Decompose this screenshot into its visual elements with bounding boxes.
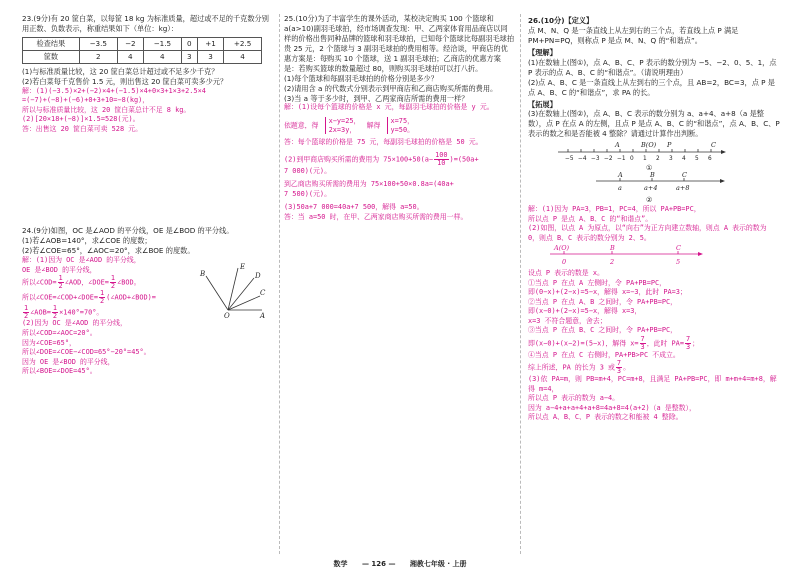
q24-angle-figure xyxy=(194,262,266,318)
table-cell: 4 xyxy=(224,50,262,63)
footer-subject: 数学 xyxy=(333,560,348,568)
fraction xyxy=(640,336,646,351)
tick-label: 0 xyxy=(630,156,634,163)
fig-label-C: C xyxy=(260,289,266,298)
q26-answer-line: (2)如图，以点 A 为原点，以“向右”为正方向建立数轴，则点 A 表示的数为 0，则点 B、C 表示的数分别为 2、5。 xyxy=(528,224,767,242)
fig-label-D: D xyxy=(255,272,261,281)
q23-answer-line: 解：(1)(−3.5)×2+(−2)×4+(−1.5)×4+0×3+1×3+2.5×4 xyxy=(22,86,206,95)
q26-part3: (3)在数轴上(图②)，点 A、B、C 表示的数分别为 a、a+4、a+8（a 是整数），点 P 在点 A 的左侧，且点 P 是点 A、B、C 的“和谐点”，点 A、B、C、P 表示的数之和是否能被 4 整除？请通过计算作出判断。 xyxy=(528,109,780,139)
tick-label: 4 xyxy=(682,156,686,163)
text-fragment: ∠AOB= xyxy=(30,308,51,317)
denominator: 10 xyxy=(437,158,446,167)
table-cell: +2.5 xyxy=(224,37,262,50)
equation: y=50。 xyxy=(390,125,414,134)
q26-answer-line xyxy=(528,336,780,351)
numerator: 7 xyxy=(616,359,622,368)
q24-answer-line: 解：(1)因为 OC 是∠AOD 的平分线， xyxy=(22,256,141,265)
q25-answer-line: 答：每个篮球的价格是 75 元，每副羽毛球拍的价格是 50 元。 xyxy=(284,138,483,147)
fraction xyxy=(616,360,622,375)
q26-number-line-figure-1 xyxy=(528,139,780,171)
fraction-half: $\frac{1}{2}$ xyxy=(58,274,63,290)
table-cell: 0 xyxy=(181,37,197,50)
q24-part1: (1)若∠AOB=140°，求∠COE 的度数； xyxy=(22,236,152,246)
column-middle xyxy=(284,14,514,222)
text-fragment: =(50a+ xyxy=(453,155,479,164)
q23-answer-line: =(−7)+(−8)+(−6)+0+3+10=−8(kg)， xyxy=(22,96,150,105)
value-label: 0 xyxy=(562,258,567,267)
q26-answer-line: ④当点 P 在点 C 右侧时，PA+PB>PC 不成立。 xyxy=(528,350,680,359)
equation: x=75， xyxy=(390,116,414,125)
fraction-half: $\frac{1}{2}$ xyxy=(100,288,105,305)
text-fragment: (2)到甲商店购买所需的费用为 75×100+50 xyxy=(284,155,421,164)
q24-answer-line: 因为 OE 是∠BOD 的平分线， xyxy=(22,357,115,366)
fig-label-A: A xyxy=(260,312,266,319)
q25-answer-line: (3)50a+7 000=40a+7 500，解得 a=50。 xyxy=(284,203,424,212)
q26-answer-line: 即(0−x)+(2−x)=5−x，解得 x=−3，此时 PA=3； xyxy=(528,288,687,297)
text-fragment: 解得 xyxy=(366,121,381,130)
text-fragment: 。 xyxy=(623,363,630,372)
point-label-C: C xyxy=(711,141,716,150)
axis-arrow xyxy=(698,252,703,256)
q26-answer-line: ①当点 P 在点 A 左侧时，令 PA+PB=PC， xyxy=(528,278,667,287)
text-fragment: ×140°=70°。 xyxy=(59,308,104,317)
table-cell: 筐数 xyxy=(23,50,80,63)
fig-label-O: O xyxy=(224,312,230,319)
q24-answer-line: OE 是∠BOD 的平分线， xyxy=(22,265,97,274)
q24-answer-line xyxy=(22,275,192,290)
column-divider-2 xyxy=(520,14,521,554)
table-cell: 3 xyxy=(181,50,197,63)
value-label: 2 xyxy=(610,258,615,267)
point-label-A: A xyxy=(618,171,623,180)
q24-part2: (2)若∠COE=65°，∠AOC=20°，求∠BOE 的度数。 xyxy=(22,246,195,256)
tick-label: 1 xyxy=(643,156,647,163)
question-25 xyxy=(284,14,514,222)
solution-system xyxy=(387,117,415,134)
tick-label: 6 xyxy=(708,156,712,163)
q26-answer-line: 所以点 P 表示的数为 a−4。 xyxy=(528,394,620,403)
fraction-half: $\frac{1}{2}$ xyxy=(110,274,116,290)
question-24 xyxy=(22,226,274,376)
q23-table-row xyxy=(23,50,262,63)
text-fragment: 所以∠COE=∠COD+∠DOE= xyxy=(22,293,99,302)
q25-stem: 25.(10分)为了丰富学生的课外活动，某校决定购买 100 个篮球和 a(a>10)副羽毛球拍，经市场调查发现：甲、乙两家体育用品商店以同样的价格出售同种品牌的篮球和羽毛球拍，已知每个篮球比每副羽毛球拍贵 25 元，2 个篮球与 3 副羽毛球拍的费用相等。经洽谈，甲商店的优惠方案是：每购买 10 个篮球，送 1 副羽毛球拍；乙商店的优惠方案是：若购买篮球的数量超过 80，则购买羽毛球拍可以打八折。 xyxy=(284,14,515,73)
q23-part2: (2)若白菜每千克售价 1.5 元，则出售这 20 筐白菜可卖多少元？ xyxy=(22,76,228,86)
q23-answer-line: 所以与标准质量比较，这 20 筐白菜总计不足 8 kg。 xyxy=(22,105,191,114)
q24-answer-line: 所以∠DOE=∠COE−∠COD=65°−20°=45°。 xyxy=(22,348,151,357)
q25-answer-line: 答：当 a=50 时，在甲、乙两家商店购买所需的费用一样。 xyxy=(284,212,468,221)
text-fragment: 即(x−0)+(x−2)=(5−x)，解得 x= xyxy=(528,339,639,348)
q25-answer-line: 7 500)(元)。 xyxy=(284,189,331,198)
denominator: 3 xyxy=(640,342,645,351)
figure-mark-1: ① xyxy=(646,164,653,172)
fraction-half: $\frac{1}{2}$ xyxy=(52,303,58,320)
numerator: 7 xyxy=(685,334,691,343)
q24-stem: 24.(9分)如图，OC 是∠AOD 的平分线，OE 是∠BOD 的平分线。 xyxy=(22,226,234,236)
q26-answer-line xyxy=(528,360,780,375)
q23-answer-line: (2)[20×18+(−8)]×1.5=528(元)。 xyxy=(22,115,140,124)
q23-table xyxy=(22,37,262,64)
q26-stem: 26.(10分)【定义】 xyxy=(528,16,594,25)
text-fragment: 综上所述，PA 的长为 3 或 xyxy=(528,363,615,372)
value-label: a+4 xyxy=(644,184,658,193)
q25-answer-line: 7 000)(元)。 xyxy=(284,166,331,175)
q23-part1: (1)与标准质量比较，这 20 筐白菜总计超过或不足多少千克？ xyxy=(22,66,219,76)
q26-answer-line: 因为 a−4+a+a+4+a+8=4a+8=4(a+2)（a 是整数）， xyxy=(528,403,696,412)
footer-edition: 湘教七年级 · 上册 xyxy=(409,560,467,568)
tick-label: −3 xyxy=(591,156,600,163)
point-label-B: B xyxy=(610,244,615,253)
q26-part2: (2)点 A、B、C 是一条直线上从左到右的三个点，且 AB=2，BC=3，点 P 是点 A、B、C 的“和谐点”，求 PA 的长。 xyxy=(528,77,775,97)
tick-label: −5 xyxy=(565,156,574,163)
equation: 2x=3y， xyxy=(328,125,357,134)
ray-OB xyxy=(206,276,228,310)
value-label: a xyxy=(618,184,622,193)
page-footer xyxy=(0,560,800,570)
fraction xyxy=(434,152,448,167)
q24-answer-line: 所以∠COD=∠AOC=20°。 xyxy=(22,329,97,337)
table-cell: +1 xyxy=(197,37,223,50)
q26-answer-line: 所以点 P 是点 A、B、C 的“和谐点”。 xyxy=(528,214,653,223)
q26-answer-line: x=3 不符合题意，舍去； xyxy=(528,316,607,325)
q26-part1: (1)在数轴上(图①)，点 A、B、C、P 表示的数分别为 −5、−2、0、5、1，点 P 表示的点 A、B、C 的“和谐点”。（请说明理由） xyxy=(528,57,777,77)
point-label-B: B(O) xyxy=(641,141,657,150)
text-fragment: ； xyxy=(692,339,700,348)
q24-answer-line: 所以∠BOE=∠DOE=45°。 xyxy=(22,367,97,376)
tick-label: −1 xyxy=(617,156,626,163)
q25-answer-line xyxy=(284,117,514,134)
column-right xyxy=(528,14,780,423)
q24-answer-line: (2)因为 OC 是∠AOD 的平分线， xyxy=(22,319,127,328)
denominator: 3 xyxy=(685,342,691,351)
table-cell: −1.5 xyxy=(143,37,181,50)
fig-label-E: E xyxy=(240,263,246,272)
point-label-A: A xyxy=(615,141,620,150)
q26-number-line-figure-2 xyxy=(528,171,780,205)
numerator: 100 xyxy=(435,150,448,159)
text-fragment: ∠AOD，∠DOE= xyxy=(64,278,109,287)
text-fragment: (∠AOD+∠BOD)= xyxy=(106,293,156,302)
q26-number-line-figure-3 xyxy=(528,243,780,269)
q26-answer-line: 所以点 A、B、C、P 表示的数之和能被 4 整除。 xyxy=(528,413,683,422)
q26-section-extend: 【拓展】 xyxy=(528,99,557,109)
text-fragment: a− xyxy=(424,155,434,164)
table-cell: −3.5 xyxy=(79,37,117,50)
axis-arrow xyxy=(720,179,725,183)
q24-answer-line: 因为∠COE=65°， xyxy=(22,338,76,347)
question-26 xyxy=(528,16,780,423)
axis-arrow xyxy=(721,150,726,154)
q26-answer-line: 即(x−0)+(2−x)=5−x，解得 x=3， xyxy=(528,307,642,316)
point-label-C: C xyxy=(676,244,681,253)
q26-answer-line: 设点 P 表示的数是 x。 xyxy=(528,269,604,278)
q25-answer-line: 到乙商店购买所需的费用为 75×100+50×0.8a=(40a+ xyxy=(284,180,454,189)
tick-label: −4 xyxy=(578,156,587,163)
point-label-A: A(O) xyxy=(554,244,570,253)
table-cell: −2 xyxy=(117,37,143,50)
q26-section-understand: 【理解】 xyxy=(528,47,557,57)
value-label: a+8 xyxy=(676,184,690,193)
denominator: 3 xyxy=(616,367,622,376)
table-cell: 4 xyxy=(143,50,181,63)
q25-part2: (2)请用含 a 的代数式分别表示到甲商店和乙商店购买所需的费用。 xyxy=(284,83,498,93)
q25-answer-line: 解：(1)设每个篮球的价格是 x 元，每副羽毛球拍的价格是 y 元。 xyxy=(284,103,494,112)
fraction-half: $\frac{1}{2}$ xyxy=(24,303,29,320)
column-divider-1 xyxy=(279,14,280,554)
q23-answer-line: 答：出售这 20 筐白菜可卖 528 元。 xyxy=(22,124,143,133)
tick-label: 5 xyxy=(695,156,699,163)
equation-system xyxy=(325,117,361,134)
fig-label-B: B xyxy=(200,270,206,279)
text-fragment: 依题意，得 xyxy=(284,121,319,130)
table-cell: 3 xyxy=(197,50,223,63)
number-line-ticks xyxy=(558,149,726,162)
ray-OC xyxy=(228,296,260,310)
equation: x−y=25， xyxy=(328,116,361,125)
tick-label: 3 xyxy=(669,156,673,163)
q26-definition: 点 M、N、Q 是一条直线上从左到右的三个点，若直线上点 P 满足 PM+PN=PQ，则称点 P 是点 M、N、Q 的“和谐点”。 xyxy=(528,25,739,45)
point-label-C: C xyxy=(682,171,687,180)
text-fragment: 所以∠COD= xyxy=(22,278,57,287)
q23-stem: 23.(9分)有 20 筐白菜，以每筐 18 kg 为标准质量，超过或不足的千克数分别用正数、负数表示，称重结果如下（单位：kg）： xyxy=(22,14,269,33)
point-label-P: P xyxy=(667,141,672,150)
q26-answer-line: ③当点 P 在点 B、C 之间时，令 PA+PB=PC， xyxy=(528,326,678,335)
fraction xyxy=(685,336,691,351)
q25-part3: (3)当 a 等于多少时，到甲、乙两家商店所需的费用一样？ xyxy=(284,93,469,103)
q26-answer-line: ②当点 P 在点 A、B 之间时，令 PA+PB=PC， xyxy=(528,297,678,306)
q26-answer-line: 解：(1)因为 PA=3，PB=1，PC=4，所以 PA+PB=PC， xyxy=(528,205,701,214)
table-cell: 2 xyxy=(79,50,117,63)
page-number: — 126 — xyxy=(361,560,396,568)
q26-answer-line: (3)依 PA=m，则 PB=m+4，PC=m+8，且满足 PA+PB=PC，即 m+m+4=m+8，解得 m=4， xyxy=(528,375,777,393)
tick-label: −2 xyxy=(604,156,613,163)
question-23 xyxy=(22,14,274,134)
q23-table-row xyxy=(23,37,262,50)
text-fragment: ∠BOD。 xyxy=(117,278,141,287)
numerator: 7 xyxy=(640,334,645,343)
figure-mark-2: ② xyxy=(646,196,653,205)
column-left xyxy=(22,14,274,377)
value-label: 5 xyxy=(676,258,681,267)
q25-answer-line: (2)到甲商店购买所需的费用为 75×100+50(a− $\frac{100}{10}$ )=(50a+ xyxy=(284,150,479,167)
point-label-B: B xyxy=(650,171,655,180)
tick-label: 2 xyxy=(656,156,660,163)
table-cell: 4 xyxy=(117,50,143,63)
table-cell: 检查结果 xyxy=(23,37,80,50)
q25-part1: (1)每个篮球和每副羽毛球拍的价格分别是多少？ xyxy=(284,73,438,83)
text-fragment: ，此时 PA= xyxy=(646,339,684,348)
